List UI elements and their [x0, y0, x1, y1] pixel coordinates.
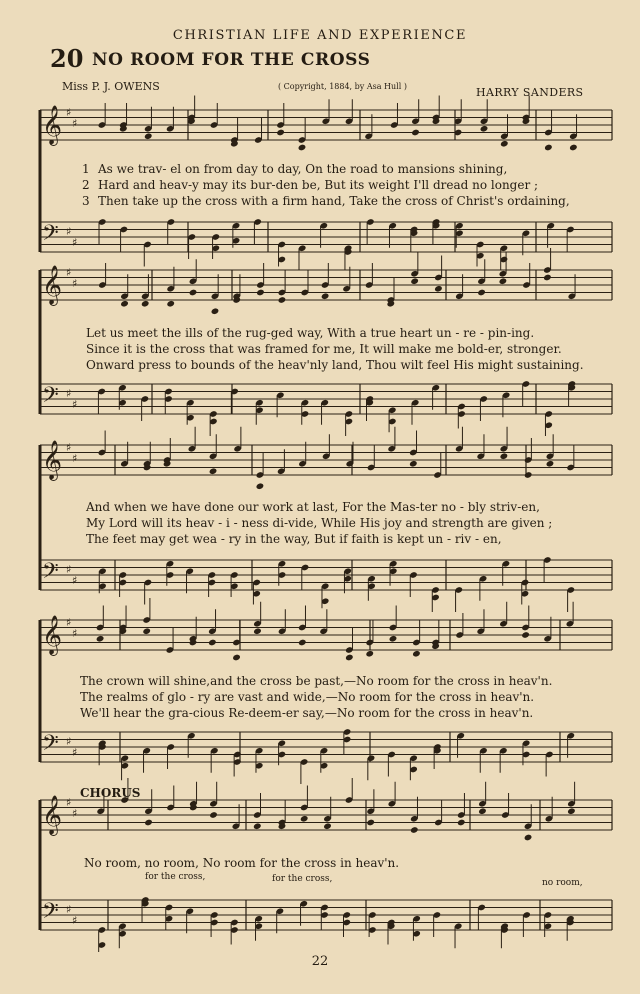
note-head — [300, 815, 309, 823]
chorus-echo-3: no room, — [542, 878, 583, 888]
note-head — [480, 125, 489, 133]
note-head — [345, 654, 354, 662]
verse-line — [82, 194, 570, 208]
sharp-sign: ♯ — [72, 574, 78, 587]
sharp-sign: ♯ — [72, 914, 78, 927]
note-head — [232, 654, 241, 662]
chorus-echo-1: for the cross, — [145, 872, 206, 882]
note-head — [543, 274, 552, 282]
composer-credit: HARRY SANDERS — [476, 86, 584, 99]
verse-line: The crown will shine,and the cross be past,—No room for the cross in heav'n. — [80, 674, 553, 688]
note-head — [256, 289, 265, 297]
sharp-sign: ♯ — [66, 387, 72, 400]
sharp-sign: ♯ — [66, 616, 72, 629]
note-head — [500, 140, 509, 148]
copyright-notice: ( Copyright, 1884, by Asa Hull ) — [278, 82, 407, 91]
verse-line: Let us meet the ills of the rug-ged way, With a true heart un - re - pin-ing. — [86, 326, 535, 340]
lyric-text: Then take up the cross with a firm hand, Take the cross of Christ's ordaining, — [98, 194, 570, 208]
note-head — [365, 650, 374, 658]
sharp-sign: ♯ — [66, 441, 72, 454]
bass-clef: 𝄢 — [42, 899, 59, 929]
note-head — [278, 296, 287, 304]
note-head — [253, 822, 262, 830]
sharp-sign: ♯ — [72, 277, 78, 290]
note-head — [567, 807, 576, 815]
note-head — [500, 452, 509, 460]
verse-line: My Lord will its heav - i - ness di-vide, While His joy and strength are given ; — [86, 516, 553, 530]
note-head — [524, 471, 533, 479]
chorus-echo-2: for the cross, — [272, 874, 333, 884]
treble-clef: 𝄞 — [42, 615, 63, 655]
note-head — [409, 460, 418, 468]
sharp-sign: ♯ — [72, 117, 78, 130]
note-head — [412, 650, 421, 658]
author-credit: Miss P. J. OWENS — [62, 80, 160, 93]
note-head — [569, 144, 578, 152]
treble-clef: 𝄞 — [42, 105, 63, 145]
treble-clef: 𝄞 — [42, 795, 63, 835]
note-head — [410, 826, 419, 834]
note-head — [521, 631, 530, 639]
bass-clef: 𝄢 — [42, 731, 59, 761]
note-head — [276, 129, 285, 137]
sharp-sign: ♯ — [66, 106, 72, 119]
note-head — [321, 292, 330, 300]
note-head — [144, 132, 153, 140]
verse-number: 1 — [82, 162, 90, 176]
treble-clef: 𝄞 — [42, 440, 63, 480]
sharp-sign: ♯ — [72, 627, 78, 640]
note-head — [499, 277, 508, 285]
verse-line — [82, 162, 507, 176]
sharp-sign: ♯ — [72, 452, 78, 465]
note-head — [524, 834, 533, 842]
verse-line — [82, 178, 538, 192]
note-head — [410, 277, 419, 285]
note-head — [323, 822, 332, 830]
sharp-sign: ♯ — [72, 236, 78, 249]
verse-line: Onward press to bounds of the heav'nly land, Thou wilt feel His might sustaining. — [86, 358, 584, 372]
note-head — [478, 807, 487, 815]
verse-number: 2 — [82, 178, 90, 192]
lyric-text: As we trav- el on from day to day, On the road to mansions shining, — [98, 162, 508, 176]
verse-number: 3 — [82, 194, 90, 208]
verse-line: The feet may get wea - ry in the way, But if faith is kept un - riv - en, — [86, 532, 502, 546]
section-heading: CHRISTIAN LIFE AND EXPERIENCE — [172, 28, 468, 43]
note-head — [120, 300, 129, 308]
note-head — [96, 635, 105, 643]
note-head — [457, 819, 466, 827]
treble-clef: 𝄞 — [42, 265, 63, 305]
note-head — [209, 811, 218, 819]
sharp-sign: ♯ — [66, 266, 72, 279]
sharp-sign: ♯ — [72, 398, 78, 411]
note-head — [208, 639, 217, 647]
hymn-number: 20 — [50, 44, 84, 73]
bass-clef: 𝄢 — [42, 221, 59, 251]
sharp-sign: ♯ — [66, 735, 72, 748]
sharp-sign: ♯ — [66, 796, 72, 809]
chorus-label: CHORUS — [80, 786, 141, 800]
sharp-sign: ♯ — [66, 563, 72, 576]
note-head — [142, 627, 151, 635]
sharp-sign: ♯ — [66, 225, 72, 238]
note-head — [477, 289, 486, 297]
note-head — [544, 144, 553, 152]
bass-clef: 𝄢 — [42, 383, 59, 413]
note-head — [166, 300, 175, 308]
note-head — [434, 285, 443, 293]
verse-line: Since it is the cross that was framed for me, It will make me bold-er, stronger. — [86, 342, 562, 356]
verse-line: The realms of glo - ry are vast and wide,—No room for the cross in heav'n. — [80, 690, 535, 704]
sharp-sign: ♯ — [72, 746, 78, 759]
note-head — [253, 627, 262, 635]
bass-clef: 𝄢 — [42, 559, 59, 589]
chorus-words: No room, no room, No room for the cross in heav'n. — [84, 856, 400, 870]
note-head — [189, 289, 198, 297]
note-head — [209, 467, 218, 475]
sharp-sign: ♯ — [72, 807, 78, 820]
verse-line: We'll hear the gra-cious Re-deem-er say,—No room for the cross in heav'n. — [80, 706, 534, 720]
note-head — [298, 639, 307, 647]
note-head — [298, 144, 307, 152]
note-head — [411, 129, 420, 137]
page-number: 22 — [311, 954, 329, 969]
sharp-sign: ♯ — [66, 903, 72, 916]
hymn-title: NO ROOM FOR THE CROSS — [92, 50, 371, 70]
note-head — [144, 819, 153, 827]
note-head — [141, 300, 150, 308]
note-head — [366, 819, 375, 827]
note-head — [546, 460, 555, 468]
verse-line: And when we have done our work at last, For the Mas-ter no - bly striv-en, — [86, 500, 540, 514]
lyric-text: Hard and heav-y may its bur-den be, But its weight I'll dread no longer ; — [98, 178, 539, 192]
note-head — [256, 482, 265, 490]
note-head — [389, 635, 398, 643]
note-head — [211, 307, 220, 315]
